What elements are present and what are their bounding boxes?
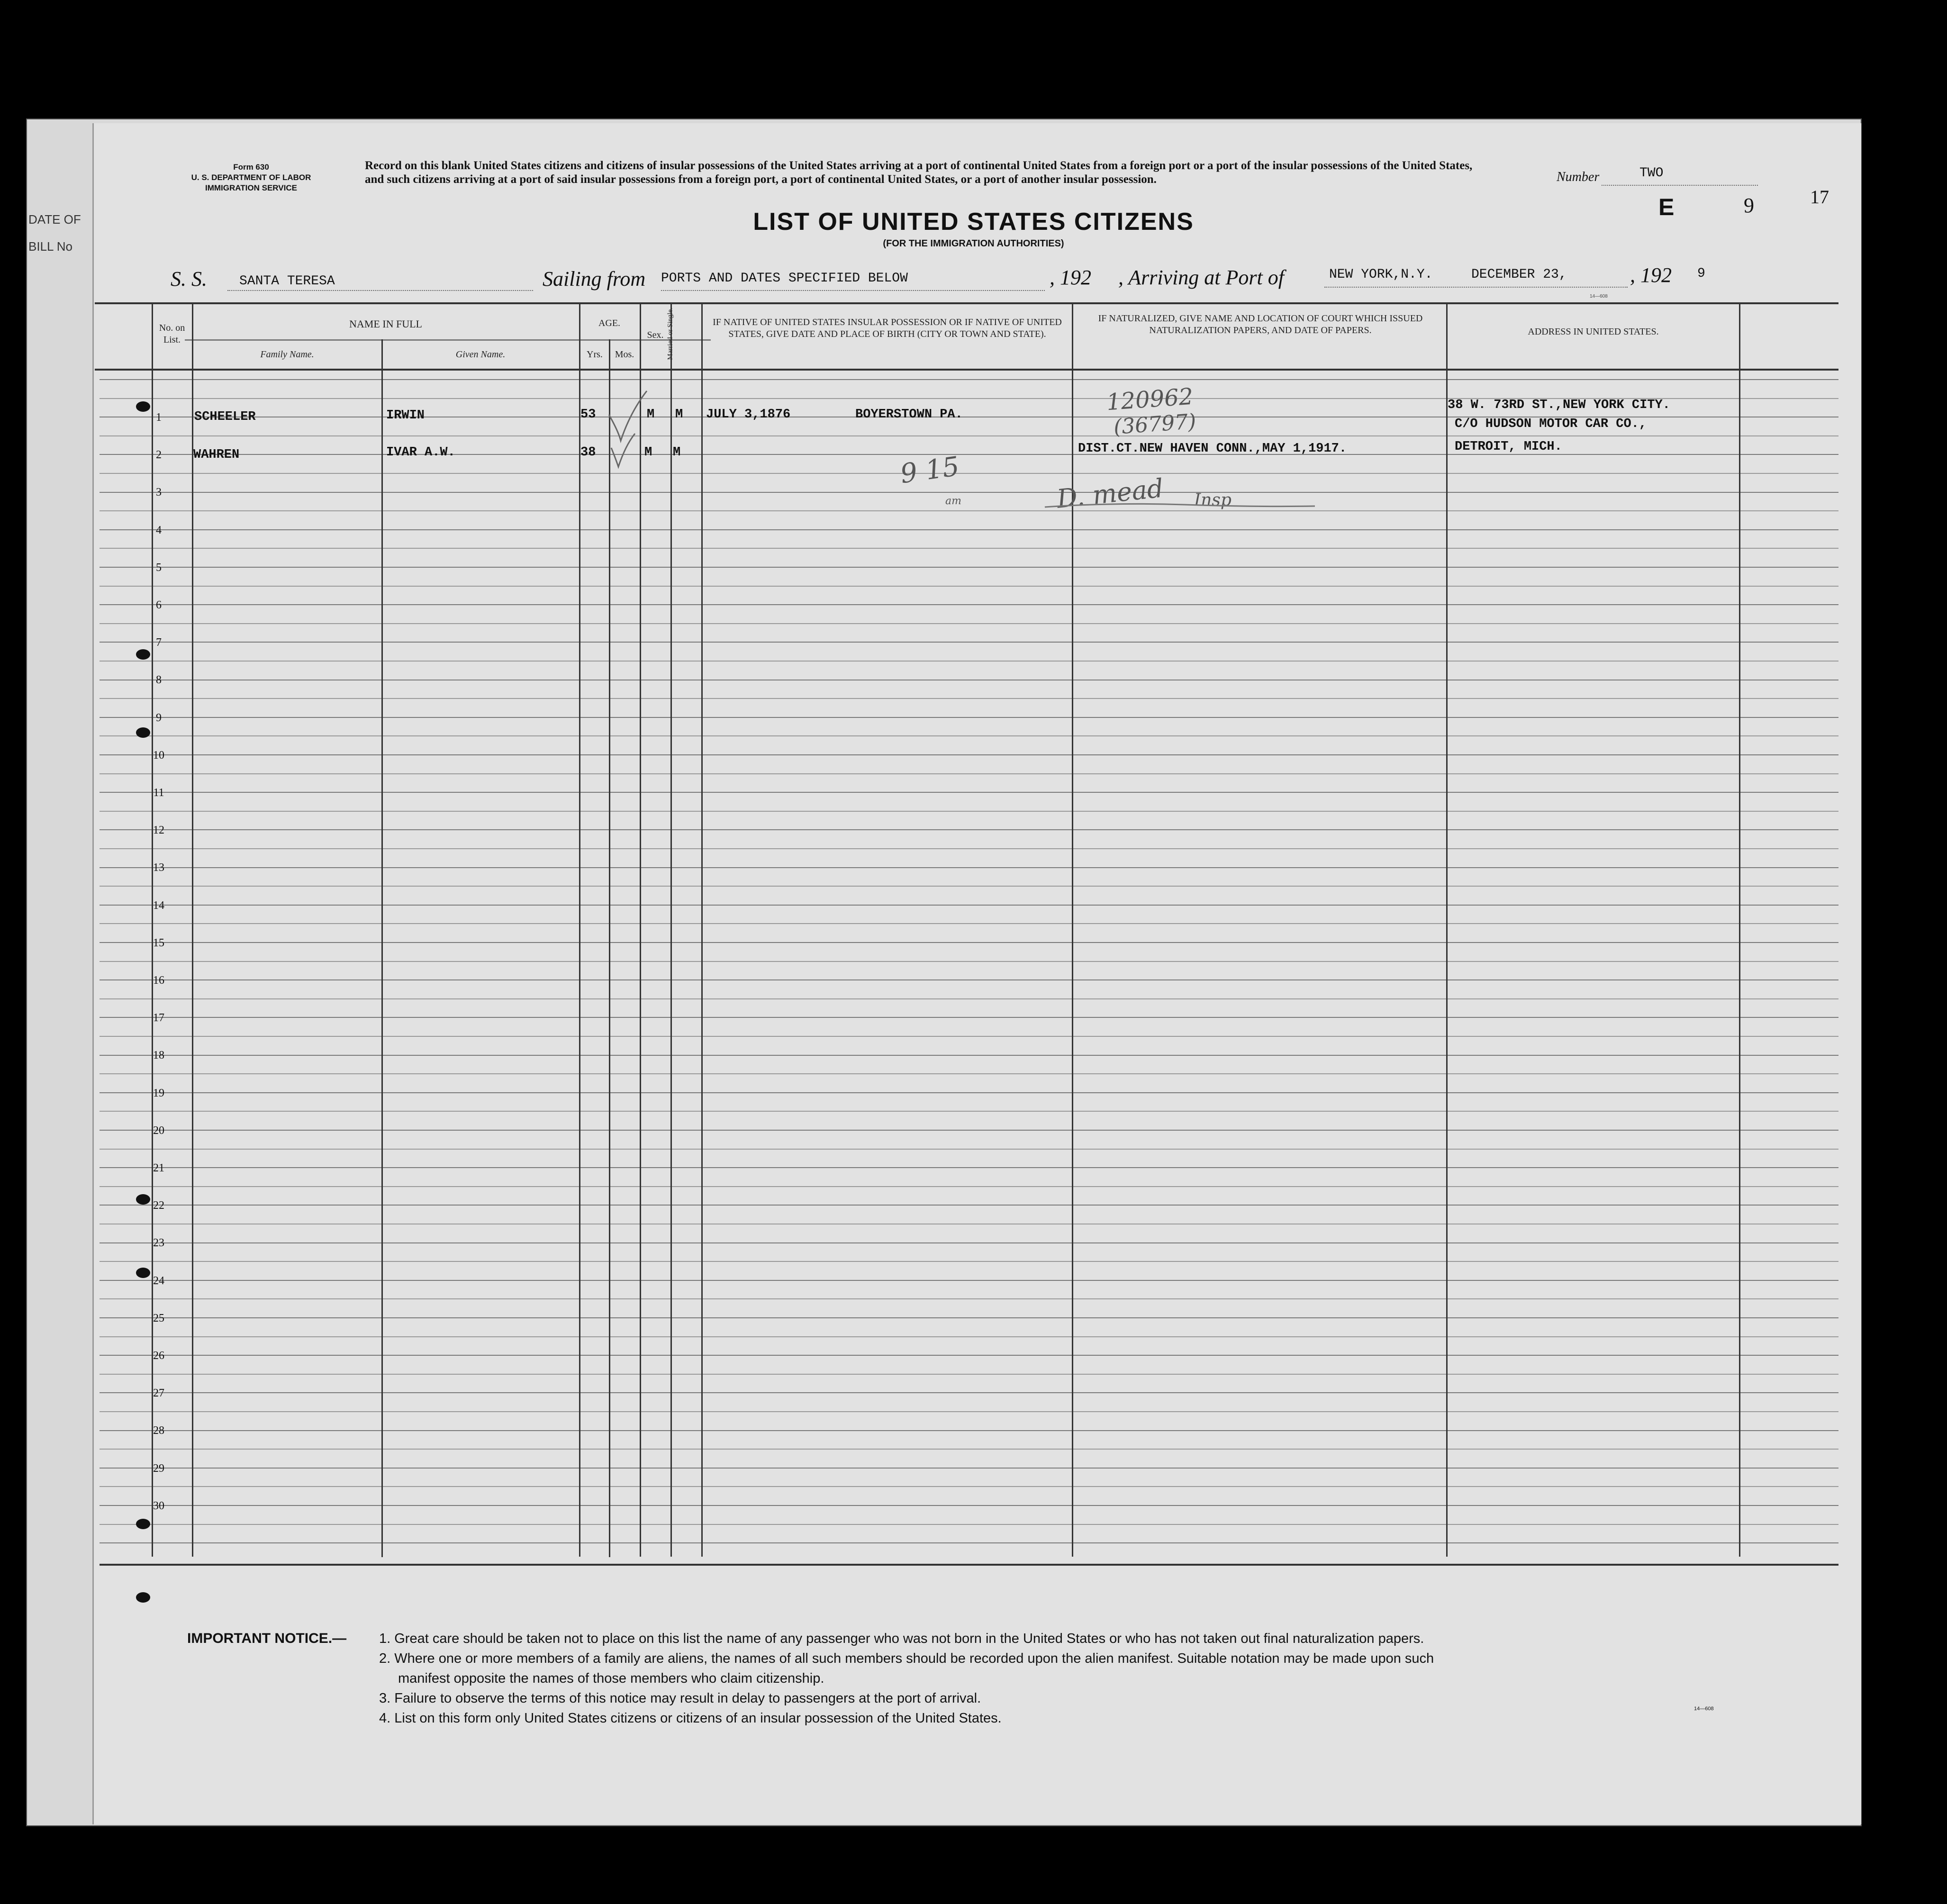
row-number: 21 <box>153 1162 164 1174</box>
row-number: 22 <box>153 1199 164 1212</box>
page-title: LIST OF UNITED STATES CITIZENS <box>753 208 1194 236</box>
row-ruling-line <box>100 1242 1838 1243</box>
row-ruling-line <box>100 1186 1838 1187</box>
header-age: AGE. <box>598 318 621 328</box>
row-number: 30 <box>153 1499 164 1512</box>
margin-bill-label: BILL No <box>28 239 72 254</box>
row-number: 26 <box>153 1350 164 1362</box>
corner-mark-e: E <box>1658 194 1675 220</box>
row-ruling-line <box>100 848 1838 849</box>
row-ruling-line <box>100 642 1838 643</box>
entry-2-address-line2: DETROIT, MICH. <box>1455 440 1562 454</box>
row-ruling-line <box>100 792 1838 793</box>
entry-2-address-line1: C/O HUDSON MOTOR CAR CO., <box>1455 417 1647 431</box>
row-ruling-line <box>100 586 1838 587</box>
row-number: 19 <box>153 1087 164 1099</box>
number-label: Number <box>1557 170 1600 184</box>
entry-2-naturalization: DIST.CT.NEW HAVEN CONN.,MAY 1,1917. <box>1078 442 1347 456</box>
row-ruling-line <box>100 1017 1838 1018</box>
row-ruling-line <box>100 754 1838 755</box>
form-number: Form 630 <box>233 163 269 172</box>
row-ruling-line <box>100 1205 1838 1206</box>
row-number: 2 <box>156 449 162 462</box>
notice-item-4: 4. List on this form only United States citizens or citizens of an insular possession of the United States. <box>379 1711 1002 1726</box>
entry-1-address: 38 W. 73RD ST.,NEW YORK CITY. <box>1448 398 1670 412</box>
row-ruling-line <box>100 1261 1838 1262</box>
row-number: 6 <box>156 599 162 611</box>
ship-underline <box>227 290 533 291</box>
arrival-port: NEW YORK,N.Y. <box>1329 267 1433 282</box>
arrival-date: DECEMBER 23, <box>1471 267 1567 282</box>
row-number: 17 <box>153 1012 164 1025</box>
row-number: 9 <box>156 711 162 724</box>
row-ruling-line <box>100 529 1838 530</box>
row-number: 13 <box>153 861 164 874</box>
handwritten-note-36797: (36797) <box>1113 409 1197 440</box>
row-ruling-line <box>100 1468 1838 1469</box>
header-name-in-full: NAME IN FULL <box>349 318 422 330</box>
row-ruling-line <box>100 1336 1838 1337</box>
row-number: 18 <box>153 1049 164 1062</box>
row-number: 28 <box>153 1424 164 1437</box>
row-ruling-line <box>100 905 1838 906</box>
row-ruling-line <box>100 623 1838 624</box>
handwritten-am: am <box>945 495 961 507</box>
row-number: 3 <box>156 486 162 499</box>
port-underline <box>1324 287 1628 288</box>
row-ruling-line <box>100 1073 1838 1074</box>
year-prefix-2: , 192 <box>1630 263 1672 287</box>
row-number: 5 <box>156 561 162 574</box>
notice-heading: IMPORTANT NOTICE.— <box>187 1631 347 1646</box>
row-ruling-line <box>100 1449 1838 1450</box>
row-ruling-line <box>100 1055 1838 1056</box>
row-ruling-line <box>100 998 1838 999</box>
row-ruling-line <box>100 1130 1838 1131</box>
row-number: 4 <box>156 524 162 536</box>
row-number: 7 <box>156 636 162 649</box>
row-ruling-line <box>100 1392 1838 1393</box>
sailing-label: Sailing from <box>543 267 646 290</box>
row-number: 15 <box>153 936 164 949</box>
header-no-on-list: No. on List. <box>159 323 185 345</box>
entry-2-marital: M <box>673 445 681 460</box>
row-ruling-line <box>100 661 1838 662</box>
header-mos: Mos. <box>615 349 634 360</box>
manifest-sheet <box>92 123 1861 1824</box>
entry-1-marital: M <box>675 408 683 422</box>
entry-2-age: 38 <box>580 445 596 460</box>
row-number: 23 <box>153 1237 164 1250</box>
row-ruling-line <box>100 829 1838 830</box>
arrival-year-digit: 9 <box>1697 266 1705 281</box>
row-ruling-line <box>100 1355 1838 1356</box>
entry-2-sex: M <box>644 445 652 460</box>
arriving-label: , Arriving at Port of <box>1118 266 1284 289</box>
row-ruling-line <box>100 1167 1838 1168</box>
table-bottom-rule <box>100 1564 1838 1566</box>
row-ruling-line <box>100 492 1838 493</box>
row-number: 29 <box>153 1462 164 1475</box>
sailing-underline <box>661 290 1045 291</box>
row-number: 27 <box>153 1387 164 1400</box>
print-code-bottom: 14—608 <box>1694 1706 1714 1712</box>
row-ruling-line <box>100 567 1838 568</box>
row-ruling-line <box>100 942 1838 943</box>
row-ruling-line <box>100 1524 1838 1525</box>
entry-1-birth-date: JULY 3,1876 <box>706 408 791 422</box>
entry-2-family-name: WAHREN <box>193 448 240 462</box>
row-ruling-line <box>100 510 1838 511</box>
row-number: 1 <box>156 411 162 424</box>
page-subtitle: (FOR THE IMMIGRATION AUTHORITIES) <box>883 238 1064 249</box>
row-number: 12 <box>153 824 164 837</box>
row-ruling-line <box>100 1036 1838 1037</box>
corner-mark-17: 17 <box>1810 186 1829 208</box>
handwritten-check-marks <box>602 379 659 469</box>
row-ruling-line <box>100 773 1838 774</box>
ss-label: S. S. <box>171 267 207 290</box>
row-ruling-line <box>100 1505 1838 1506</box>
sailing-from: PORTS AND DATES SPECIFIED BELOW <box>661 271 908 286</box>
form-department: U. S. DEPARTMENT OF LABOR <box>191 173 311 182</box>
row-ruling-line <box>100 473 1838 474</box>
row-ruling-line <box>100 961 1838 962</box>
row-ruling-line <box>100 1111 1838 1112</box>
row-number: 14 <box>153 899 164 912</box>
row-ruling-line <box>100 1298 1838 1299</box>
handwritten-insp: Insp <box>1194 490 1232 510</box>
year-prefix-1: , 192 <box>1050 266 1091 289</box>
row-ruling-line <box>100 379 1838 380</box>
row-ruling-line <box>100 1092 1838 1093</box>
row-ruling-line <box>100 886 1838 887</box>
entry-1-given-name: IRWIN <box>386 408 425 423</box>
row-ruling-line <box>100 1486 1838 1487</box>
number-value: TWO <box>1639 166 1664 181</box>
row-ruling-line <box>100 1430 1838 1431</box>
row-ruling-line <box>100 1542 1838 1543</box>
margin-date-label: DATE OF <box>28 212 81 227</box>
row-number: 24 <box>153 1274 164 1287</box>
entry-1-birth-place: BOYERSTOWN PA. <box>855 408 963 422</box>
notice-item-1: 1. Great care should be taken not to place on this list the name of any passenger who was not born in the United States or who has not taken out final naturalization papers. <box>379 1631 1424 1646</box>
header-married-single: Married or Single. <box>666 308 674 360</box>
header-given-name: Given Name. <box>455 349 506 360</box>
corner-mark-9: 9 <box>1744 194 1754 217</box>
row-number: 11 <box>153 787 164 799</box>
ship-name: SANTA TERESA <box>239 274 335 289</box>
row-ruling-line <box>100 867 1838 868</box>
form-block <box>142 162 360 193</box>
number-underline <box>1602 185 1758 186</box>
row-number: 25 <box>153 1312 164 1324</box>
row-number: 8 <box>156 674 162 687</box>
row-ruling-line <box>100 923 1838 924</box>
print-code-top: 14—608 <box>1590 294 1608 299</box>
entry-1-family-name: SCHEELER <box>194 410 256 424</box>
header-yrs: Yrs. <box>587 349 603 360</box>
header-family-name: Family Name. <box>260 349 314 360</box>
row-ruling-line <box>100 979 1838 980</box>
entry-1-age: 53 <box>580 408 596 422</box>
header-address: ADDRESS IN UNITED STATES. <box>1528 326 1659 337</box>
entry-1-sex: M <box>647 408 655 422</box>
row-ruling-line <box>100 604 1838 605</box>
row-ruling-line <box>100 698 1838 699</box>
entry-2-given-name: IVAR A.W. <box>386 445 455 460</box>
handwritten-underline <box>1042 493 1317 512</box>
row-ruling-line <box>100 735 1838 736</box>
row-ruling-line <box>100 435 1838 436</box>
notice-item-3: 3. Failure to observe the terms of this notice may result in delay to passengers at the port of arrival. <box>379 1691 981 1706</box>
row-ruling-line <box>100 454 1838 455</box>
notice-item-2: 2. Where one or more members of a family are aliens, the names of all such members should be recorded upon the alien manifest. Suitable notation may be made upon such <box>379 1651 1434 1666</box>
handwritten-time: 9 15 <box>898 451 961 490</box>
row-ruling-line <box>100 1411 1838 1412</box>
row-ruling-line <box>100 1149 1838 1150</box>
header-naturalized: IF NATURALIZED, GIVE NAME AND LOCATION OF COURT WHICH ISSUED NATURALIZATION PAPERS, AND DATE OF PAPERS. <box>1098 313 1423 335</box>
form-service: IMMIGRATION SERVICE <box>205 183 297 192</box>
row-ruling-line <box>100 1280 1838 1281</box>
row-ruling-line <box>100 548 1838 549</box>
notice-item-2-cont: manifest opposite the names of those members who claim citizenship. <box>398 1671 824 1686</box>
row-number: 16 <box>153 974 164 987</box>
handwritten-note-120962: 120962 <box>1105 383 1194 416</box>
intro-text: Record on this blank United States citizens and citizens of insular possessions of the United States arriving at a port of continental United States from a foreign port or a port of the insular possessions of the United States, and such citizens arriving at a port of said insular possessions from a foreign port, a port of continental United States, or a port of another insular possession. <box>365 159 1473 186</box>
handwritten-signature: D. mead <box>1055 473 1165 514</box>
row-ruling-line <box>100 1317 1838 1318</box>
header-sex: Sex. <box>647 330 664 340</box>
row-ruling-line <box>100 1374 1838 1375</box>
row-number: 20 <box>153 1124 164 1137</box>
row-ruling-line <box>100 717 1838 718</box>
row-ruling-line <box>100 811 1838 812</box>
header-birth: IF NATIVE OF UNITED STATES INSULAR POSSESSION OR IF NATIVE OF UNITED STATES, GIVE DATE AND PLACE OF BIRTH (CITY OR TOWN AND STATE). <box>713 317 1062 339</box>
row-number: 10 <box>153 749 164 762</box>
